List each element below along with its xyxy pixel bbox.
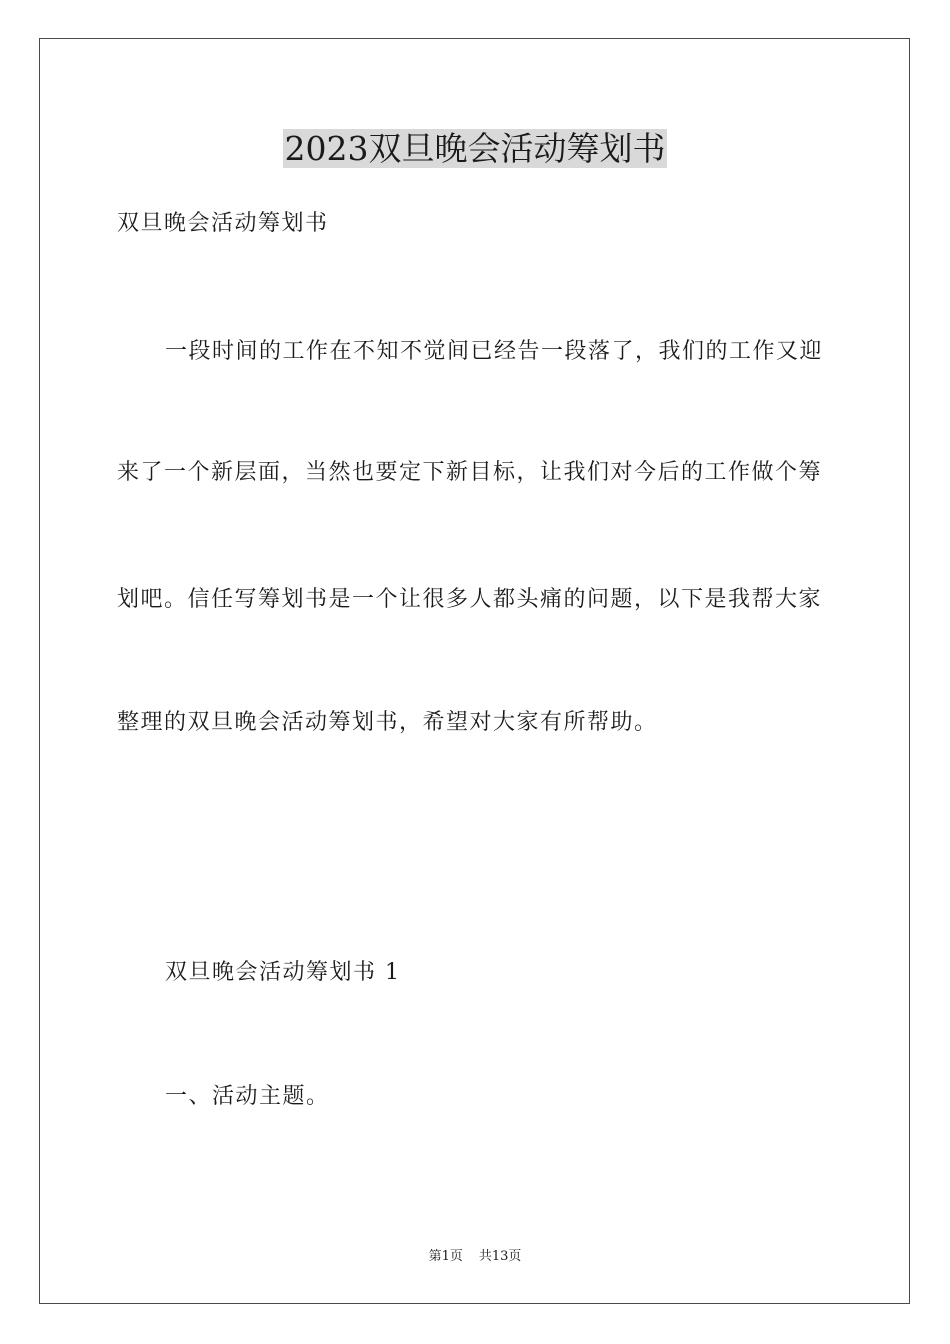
page-footer (0, 1248, 950, 1266)
intro-line-3: 划吧。信任写筹划书是一个让很多人都头痛的问题，以下是我帮大家 (117, 587, 823, 612)
page-number: 第1页 (428, 1249, 463, 1264)
document-title-text: 2023双旦晚会活动筹划书 (284, 129, 666, 168)
item-heading: 一、活动主题。 (165, 1084, 330, 1109)
section-heading: 双旦晚会活动筹划书 1 (165, 960, 401, 985)
document-subtitle: 双旦晚会活动筹划书 (117, 211, 329, 236)
total-pages: 共13页 (478, 1249, 522, 1264)
document-title (0, 128, 950, 170)
intro-line-4: 整理的双旦晚会活动筹划书，希望对大家有所帮助。 (117, 710, 658, 735)
intro-line-1: 一段时间的工作在不知不觉间已经告一段落了，我们的工作又迎 (165, 339, 824, 364)
intro-line-2: 来了一个新层面，当然也要定下新目标，让我们对今后的工作做个筹 (117, 460, 823, 485)
